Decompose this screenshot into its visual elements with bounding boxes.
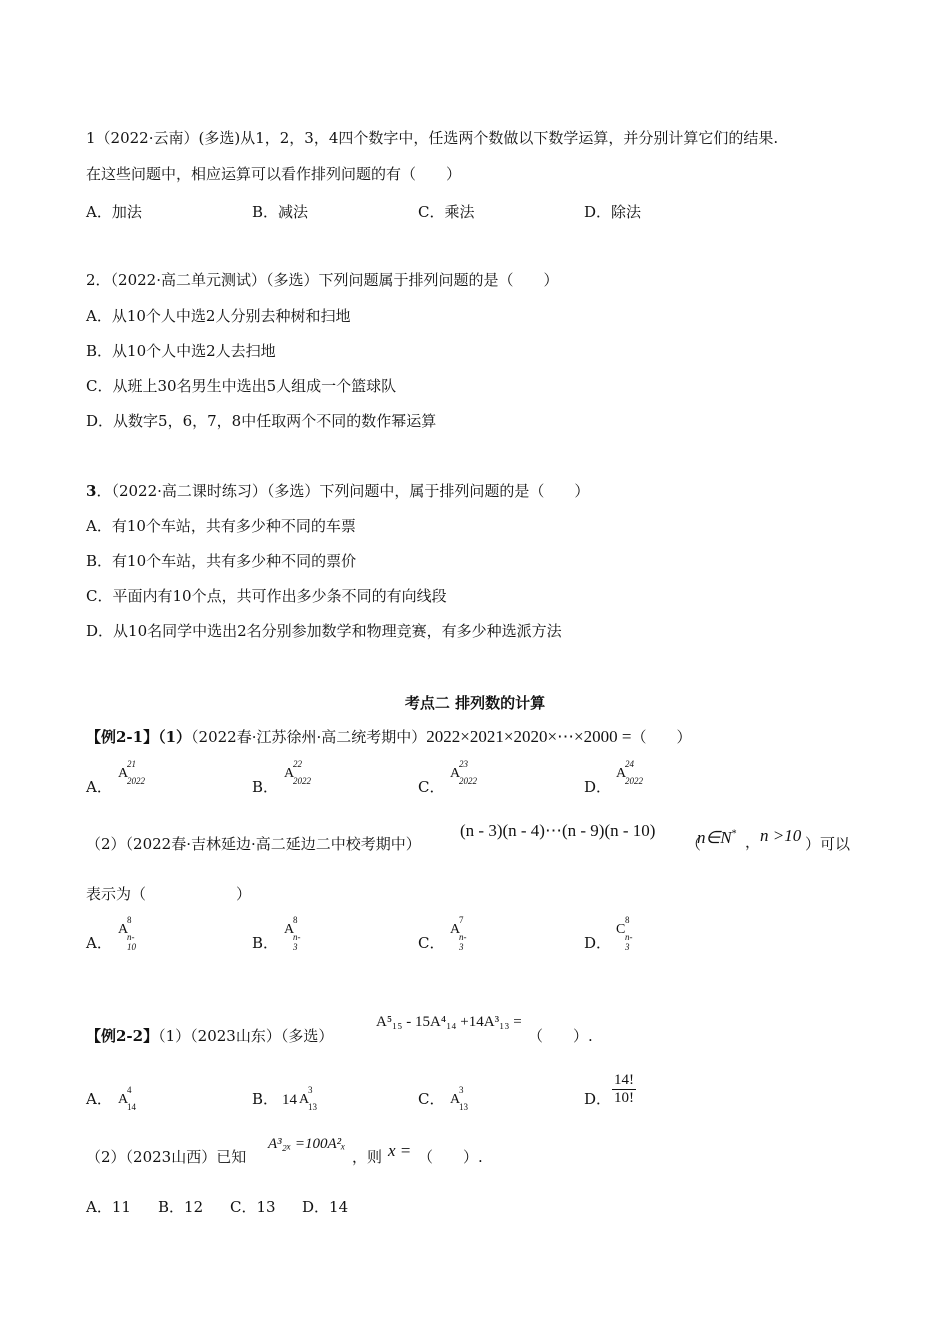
q1-options bbox=[0, 201, 950, 225]
ex22-p1-option-a-symbol: A 4 14 bbox=[118, 1085, 136, 1112]
ex21-part2-line2: 表示为（ ） bbox=[86, 885, 252, 903]
ex22-p1-option-a-letter: A． bbox=[86, 1090, 112, 1108]
ex22-part2-options bbox=[0, 1196, 950, 1220]
ex22-part1-options bbox=[0, 1072, 950, 1120]
ex22-p1-option-b-coefficient: 14 bbox=[282, 1092, 297, 1108]
ex22-p1-option-d-fraction: $\frac{14!}{10!}$ bbox=[614, 1072, 634, 1106]
ex21-part1-line bbox=[86, 727, 691, 747]
q1-option-d: D．除法 bbox=[584, 203, 642, 221]
q2-option-c: C．从班上30名男生中选出5人组成一个篮球队 bbox=[86, 377, 397, 395]
ex22-part1-prefix bbox=[86, 1027, 333, 1045]
ex21-p2-option-b-symbol: A 8 n- 3 bbox=[284, 915, 301, 952]
ex22-p1-option-b-symbol: A 3 13 bbox=[299, 1085, 317, 1112]
ex21-part1-paren: （ ） bbox=[631, 728, 692, 746]
q3-option-a: A．有10个车站，共有多少种不同的车票 bbox=[86, 517, 356, 535]
q3-option-d: D．从10名同学中选出2名分别参加数学和物理竞赛，有多少种选派方法 bbox=[86, 622, 562, 640]
q1-line2: 在这些问题中，相应运算可以看作排列问题的有（ ） bbox=[86, 165, 462, 183]
ex22-p2-option-c: C．13 bbox=[230, 1198, 276, 1216]
ex21-p1-option-c-letter: C． bbox=[418, 778, 445, 796]
section-title: 考点二 排列数的计算 bbox=[404, 694, 546, 712]
q1-option-a: A．加法 bbox=[86, 203, 142, 221]
ex21-part2-cond1: n∈N* bbox=[697, 828, 737, 847]
ex21-part2-comma: ， bbox=[745, 833, 761, 851]
ex22-part1-paren: （ ）. bbox=[528, 1027, 593, 1045]
ex21-part2-cond2: n >10 bbox=[760, 826, 802, 845]
ex21-p1-option-a-symbol: A 21 2022 bbox=[118, 759, 145, 786]
q1-option-b: B．减法 bbox=[252, 203, 309, 221]
ex22-p1-option-c-letter: C． bbox=[418, 1090, 445, 1108]
ex21-label: 【例2-1】 bbox=[86, 728, 159, 746]
q2-stem: 2．（2022·高二单元测试）（多选）下列问题属于排列问题的是（ ） bbox=[86, 271, 559, 289]
ex21-p1-option-d-letter: D． bbox=[584, 778, 612, 796]
ex22-part2-variable: x = bbox=[388, 1141, 412, 1160]
q3-option-c: C．平面内有10个点，共可作出多少条不同的有向线段 bbox=[86, 587, 447, 605]
q3-number: 3 bbox=[86, 482, 97, 500]
ex21-p2-option-b-letter: B． bbox=[252, 934, 279, 952]
q1-option-c: C．乘法 bbox=[418, 203, 475, 221]
ex22-part2-prefix: （2）（2023山西）已知 bbox=[86, 1148, 247, 1166]
ex22-p2-option-d: D．14 bbox=[302, 1198, 349, 1216]
q2-option-b: B．从10个人中选2人去扫地 bbox=[86, 342, 276, 360]
ex21-part2-prefix: （2）（2022春·吉林延边·高二延边二中校考期中） bbox=[86, 835, 421, 853]
ex22-p2-option-a: A．11 bbox=[86, 1198, 131, 1216]
ex21-p2-option-c-letter: C． bbox=[418, 934, 445, 952]
ex22-part1-expression: A⁵₁₅ - 15A⁴₁₄ +14A³₁₃ = bbox=[376, 1014, 522, 1030]
ex22-p1-option-c-symbol: A 3 13 bbox=[450, 1085, 468, 1112]
ex22-part1-source: （1）（2023山东）（多选） bbox=[158, 1027, 334, 1045]
ex21-part1-source: （2022春·江苏徐州·高二统考期中） bbox=[191, 728, 427, 746]
ex21-p2-option-a-symbol: A 8 n- 10 bbox=[118, 915, 136, 952]
ex21-part2-expression: (n - 3)(n - 4)⋯(n - 9)(n - 10) bbox=[460, 821, 656, 840]
q3-option-b: B．有10个车站，共有多少种不同的票价 bbox=[86, 552, 357, 570]
ex21-p2-option-a-letter: A． bbox=[86, 934, 112, 952]
ex22-part2-paren: （ ）. bbox=[418, 1148, 483, 1166]
ex22-p1-option-b-letter: B． bbox=[252, 1090, 279, 1108]
ex21-part1-expression: 2022×2021×2020×⋯×2000 = bbox=[426, 727, 632, 746]
q2-option-a: A．从10个人中选2人分别去种树和扫地 bbox=[86, 307, 351, 325]
q2-option-d: D．从数字5，6，7，8中任取两个不同的数作幂运算 bbox=[86, 412, 437, 430]
ex21-part2-options bbox=[0, 915, 950, 958]
ex21-part1-options bbox=[0, 759, 950, 800]
ex22-label: 【例2-2】 bbox=[86, 1027, 159, 1045]
ex21-p1-option-c-symbol: A 23 2022 bbox=[450, 759, 477, 786]
ex21-p2-option-d-letter: D． bbox=[584, 934, 612, 952]
ex21-part1-num: （1） bbox=[158, 728, 192, 746]
ex22-p1-option-d-letter: D． bbox=[584, 1090, 612, 1108]
q3-stem-text: ．（2022·高二课时练习）（多选）下列问题中，属于排列问题的是（ ） bbox=[96, 482, 590, 500]
ex21-p1-option-b-symbol: A 22 2022 bbox=[284, 759, 311, 786]
ex21-p1-option-b-letter: B． bbox=[252, 778, 279, 796]
ex21-p1-option-a-letter: A． bbox=[86, 778, 112, 796]
q1-line1: 1（2022·云南）(多选)从1，2，3，4四个数字中，任选两个数做以下数学运算，并分别计算它们的结果. bbox=[86, 129, 779, 147]
ex22-part2-expression: A³₂ₓ =100A²ₓ bbox=[268, 1136, 346, 1152]
ex22-part2-mid: ，则 bbox=[352, 1148, 383, 1166]
ex21-p2-option-d-symbol: C 8 n- 3 bbox=[616, 915, 633, 952]
ex21-p2-option-c-symbol: A 7 n- 3 bbox=[450, 915, 467, 952]
ex22-p2-option-b: B．12 bbox=[158, 1198, 204, 1216]
ex21-p1-option-d-symbol: A 24 2022 bbox=[616, 759, 643, 786]
ex21-part2-cond-open: （ bbox=[686, 835, 702, 853]
ex21-part2-tail: ）可以 bbox=[805, 835, 851, 853]
q3-stem bbox=[86, 482, 589, 500]
